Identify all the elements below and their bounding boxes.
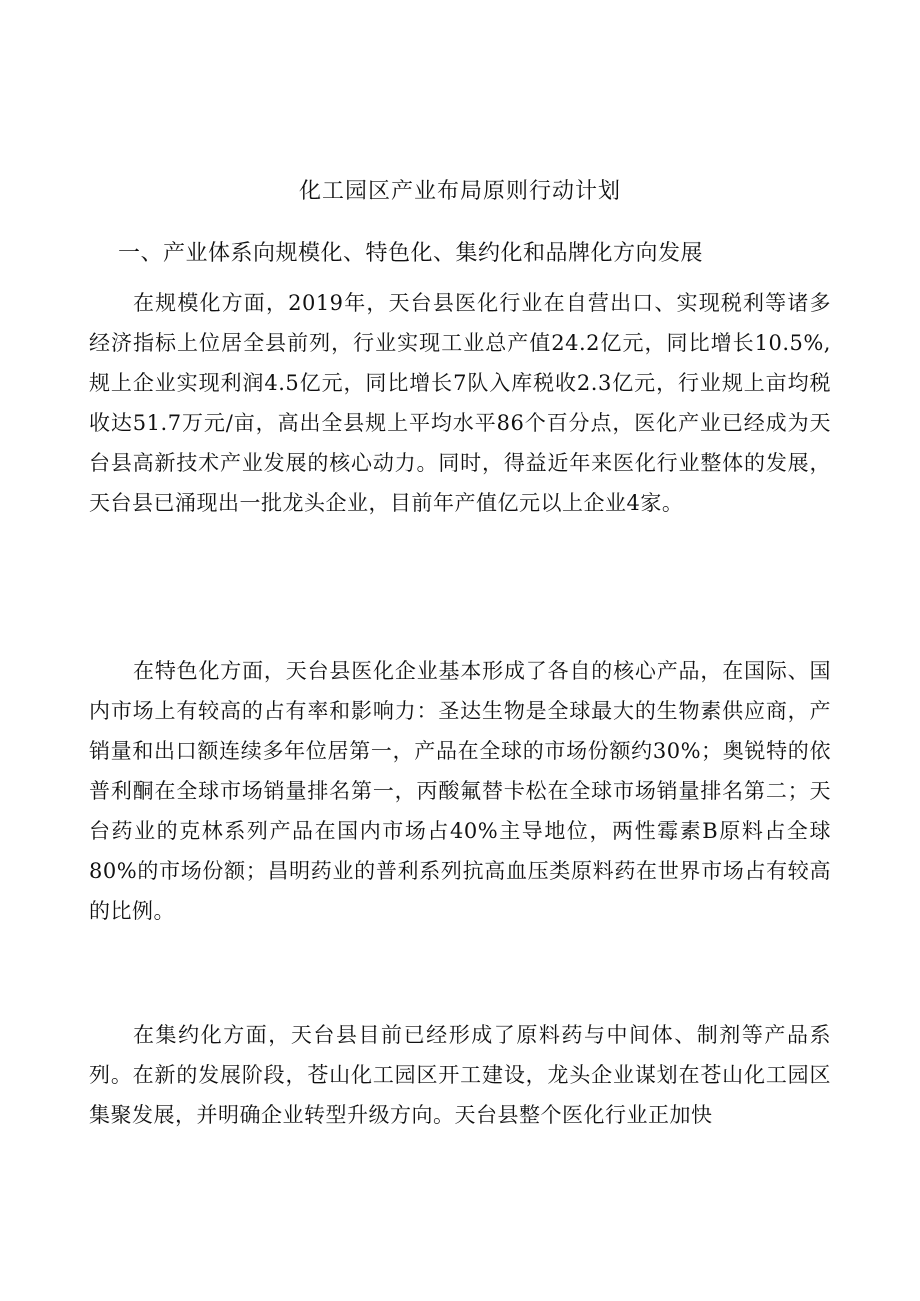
section-heading: 一、产业体系向规模化、特色化、集约化和品牌化方向发展 xyxy=(118,241,704,266)
paragraph-scale: 在规模化方面，2019年，天台县医化行业在自营出口、实现税利等诸多经济指标上位居全县前列，行业实现工业总产值24.2亿元，同比增长10.5%,规上企业实现利润4.5亿元，同比增长7队入库税收2.3亿元，行业规上亩均税收达51.7万元/亩，高出全县规上平均水平86个百分点，医化产业已经成为天台县高新技术产业发展的核心动力。同时，得益近年来医化行业整体的发展，天台县已涌现出一批龙头企业，目前年产值亿元以上企业4家。 xyxy=(89,291,831,515)
paragraph-specialization: 在特色化方面，天台县医化企业基本形成了各自的核心产品，在国际、国内市场上有较高的占有率和影响力：圣达生物是全球最大的生物素供应商，产销量和出口额连续多年位居第一，产品在全球的市场份额约30%；奥锐特的依普利酮在全球市场销量排名第一，丙酸氟替卡松在全球市场销量排名第二；天台药业的克林系列产品在国内市场占40%主导地位，两性霉素B原料占全球80%的市场份额；昌明药业的普利系列抗高血压类原料药在世界市场占有较高的比例。 xyxy=(89,659,831,923)
document-title: 化工园区产业布局原则行动计划 xyxy=(298,179,621,204)
paragraph-intensification: 在集约化方面，天台县目前已经形成了原料药与中间体、制剂等产品系列。在新的发展阶段，苍山化工园区开工建设，龙头企业谋划在苍山化工园区集聚发展，并明确企业转型升级方向。天台县整个医化行业正加快 xyxy=(89,1023,831,1127)
